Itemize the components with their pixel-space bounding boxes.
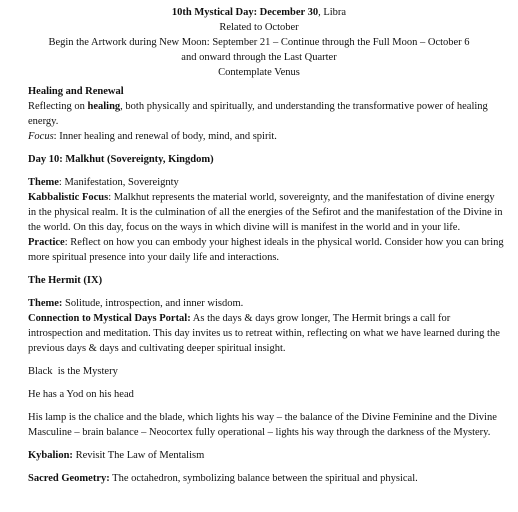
kybalion-label: Kybalion:	[28, 450, 73, 461]
kybalion-text: Revisit The Law of Mentalism	[72, 450, 205, 461]
header-artwork-schedule-cont: and onward through the Last Quarter	[181, 52, 337, 63]
healing-paragraph	[28, 99, 504, 129]
document-body	[28, 84, 504, 486]
hermit-heading-text: The Hermit (IX)	[28, 275, 103, 286]
day10-theme-label: Theme	[28, 177, 59, 188]
day10-kabbalistic-focus	[28, 190, 504, 235]
header-contemplate: Contemplate Venus	[218, 67, 300, 78]
hermit-theme-text: Solitude, introspection, and inner wisdom.	[62, 298, 244, 309]
sacred-geometry-text: The octahedron, symbolizing balance between the spiritual and physical.	[109, 473, 418, 484]
healing-heading-text: Healing and Renewal	[28, 86, 124, 97]
healing-text-bold: healing	[87, 101, 121, 112]
day10-practice	[28, 235, 504, 265]
lamp-paragraph: His lamp is the chalice and the blade, which lights his way – the balance of the Divine Feminine and the Divine Masculine – brain balance – Neocortex fully operational – lights his way through the darkness of the Mystery.	[28, 412, 497, 438]
practice-label: Practice	[28, 237, 65, 248]
hermit-theme-label: Theme:	[28, 298, 63, 309]
header-title-rest: , Libra	[318, 7, 347, 18]
day10-theme-text: : Manifestation, Sovereignty	[58, 177, 179, 188]
header-artwork-schedule: Begin the Artwork during New Moon: September 21 – Continue through the Full Moon – October 6	[48, 37, 470, 48]
healing-text-a: Reflecting on	[28, 101, 88, 112]
hermit-portal-connection	[28, 311, 504, 356]
focus-text: : Inner healing and renewal of body, mind, and spirit.	[53, 131, 277, 142]
portal-label: Connection to Mystical Days Portal:	[28, 313, 191, 324]
section-heading-day10	[28, 152, 504, 167]
section-heading-healing	[28, 84, 504, 99]
hermit-theme	[28, 296, 504, 311]
healing-focus	[28, 129, 504, 144]
day10-heading-text: Day 10: Malkhut (Sovereignty, Kingdom)	[28, 154, 214, 165]
black-mystery-line: Black is the Mystery	[28, 366, 118, 377]
yod-line: He has a Yod on his head	[28, 389, 134, 400]
sacred-geometry-line	[28, 471, 504, 486]
focus-label: Focus	[28, 131, 54, 142]
healing-text-b: , both physically and spiritually, and understanding the transformative power of healing energy.	[28, 101, 488, 127]
kybalion-line	[28, 448, 504, 463]
practice-text: : Reflect on how you can embody your highest ideals in the physical world. Consider how you can bring more spiritual presence into your daily life and interactions.	[28, 237, 504, 263]
day10-theme	[28, 175, 504, 190]
header-related: Related to October	[219, 22, 299, 33]
portal-text: As the days & days grow longer, The Hermit brings a call for introspection and meditation. This day invites us to retreat within, reflecting on what we have learned during the previous days & days and cultivating deeper spiritual insight.	[28, 313, 500, 354]
kabbalistic-text: : Malkhut represents the material world, sovereignty, and the manifestation of divine energy in the physical realm. It is the culmination of all the energies of the Sefirot and the manifestation of the Divine in the world. On this day, focus on the ways in which divine will is manifest in the world and in your life.	[28, 192, 503, 233]
header-title	[0, 5, 518, 20]
sacred-geometry-label: Sacred Geometry:	[28, 473, 110, 484]
section-heading-hermit	[28, 273, 504, 288]
document-header	[0, 5, 518, 80]
kabbalistic-label: Kabbalistic Focus	[28, 192, 109, 203]
header-title-bold: 10th Mystical Day: December 30	[171, 7, 319, 18]
